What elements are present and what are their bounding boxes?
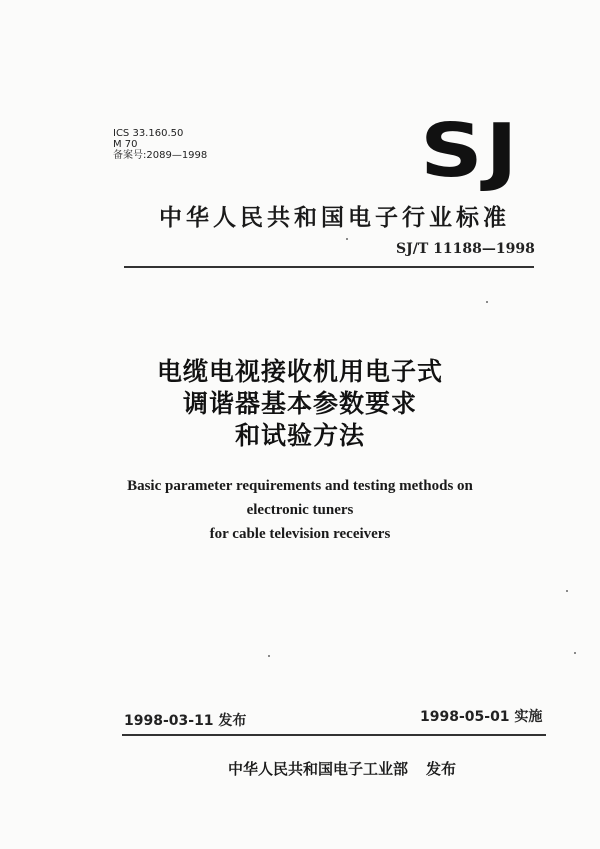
class-code: M 70 [113, 139, 138, 150]
sj-logo: SJ [420, 108, 521, 194]
chinese-title-line: 和试验方法 [234, 421, 365, 450]
english-title-line: Basic parameter requirements and testing methods on [127, 478, 473, 494]
scan-speck [574, 652, 576, 654]
english-title [0, 474, 600, 546]
scan-speck [268, 655, 270, 657]
top-divider [124, 266, 534, 268]
classification-block [113, 128, 207, 161]
standard-number: SJ/T 11188—1998 [396, 241, 535, 257]
record-number: 备案号:2089—1998 [113, 150, 208, 161]
english-title-line: for cable television receivers [209, 526, 391, 542]
publisher-org: 中华人民共和国电子工业部 [228, 760, 409, 778]
publisher-line [228, 758, 456, 779]
implementation-date: 1998-05-01 实施 [420, 709, 543, 725]
ics-code: ICS 33.160.50 [113, 128, 184, 139]
bottom-divider [122, 734, 546, 736]
chinese-title-line: 电缆电视接收机用电子式 [156, 357, 443, 386]
standard-category: 中华人民共和国电子行业标准 [159, 205, 510, 231]
chinese-title-line: 调谐器基本参数要求 [182, 389, 417, 418]
scan-speck [566, 590, 568, 592]
scan-speck [346, 238, 348, 240]
issue-date: 1998-03-11 发布 [124, 713, 247, 729]
scan-speck [486, 301, 488, 303]
english-title-line: electronic tuners [246, 502, 354, 518]
publisher-action: 发布 [426, 760, 457, 778]
chinese-title [0, 356, 600, 452]
